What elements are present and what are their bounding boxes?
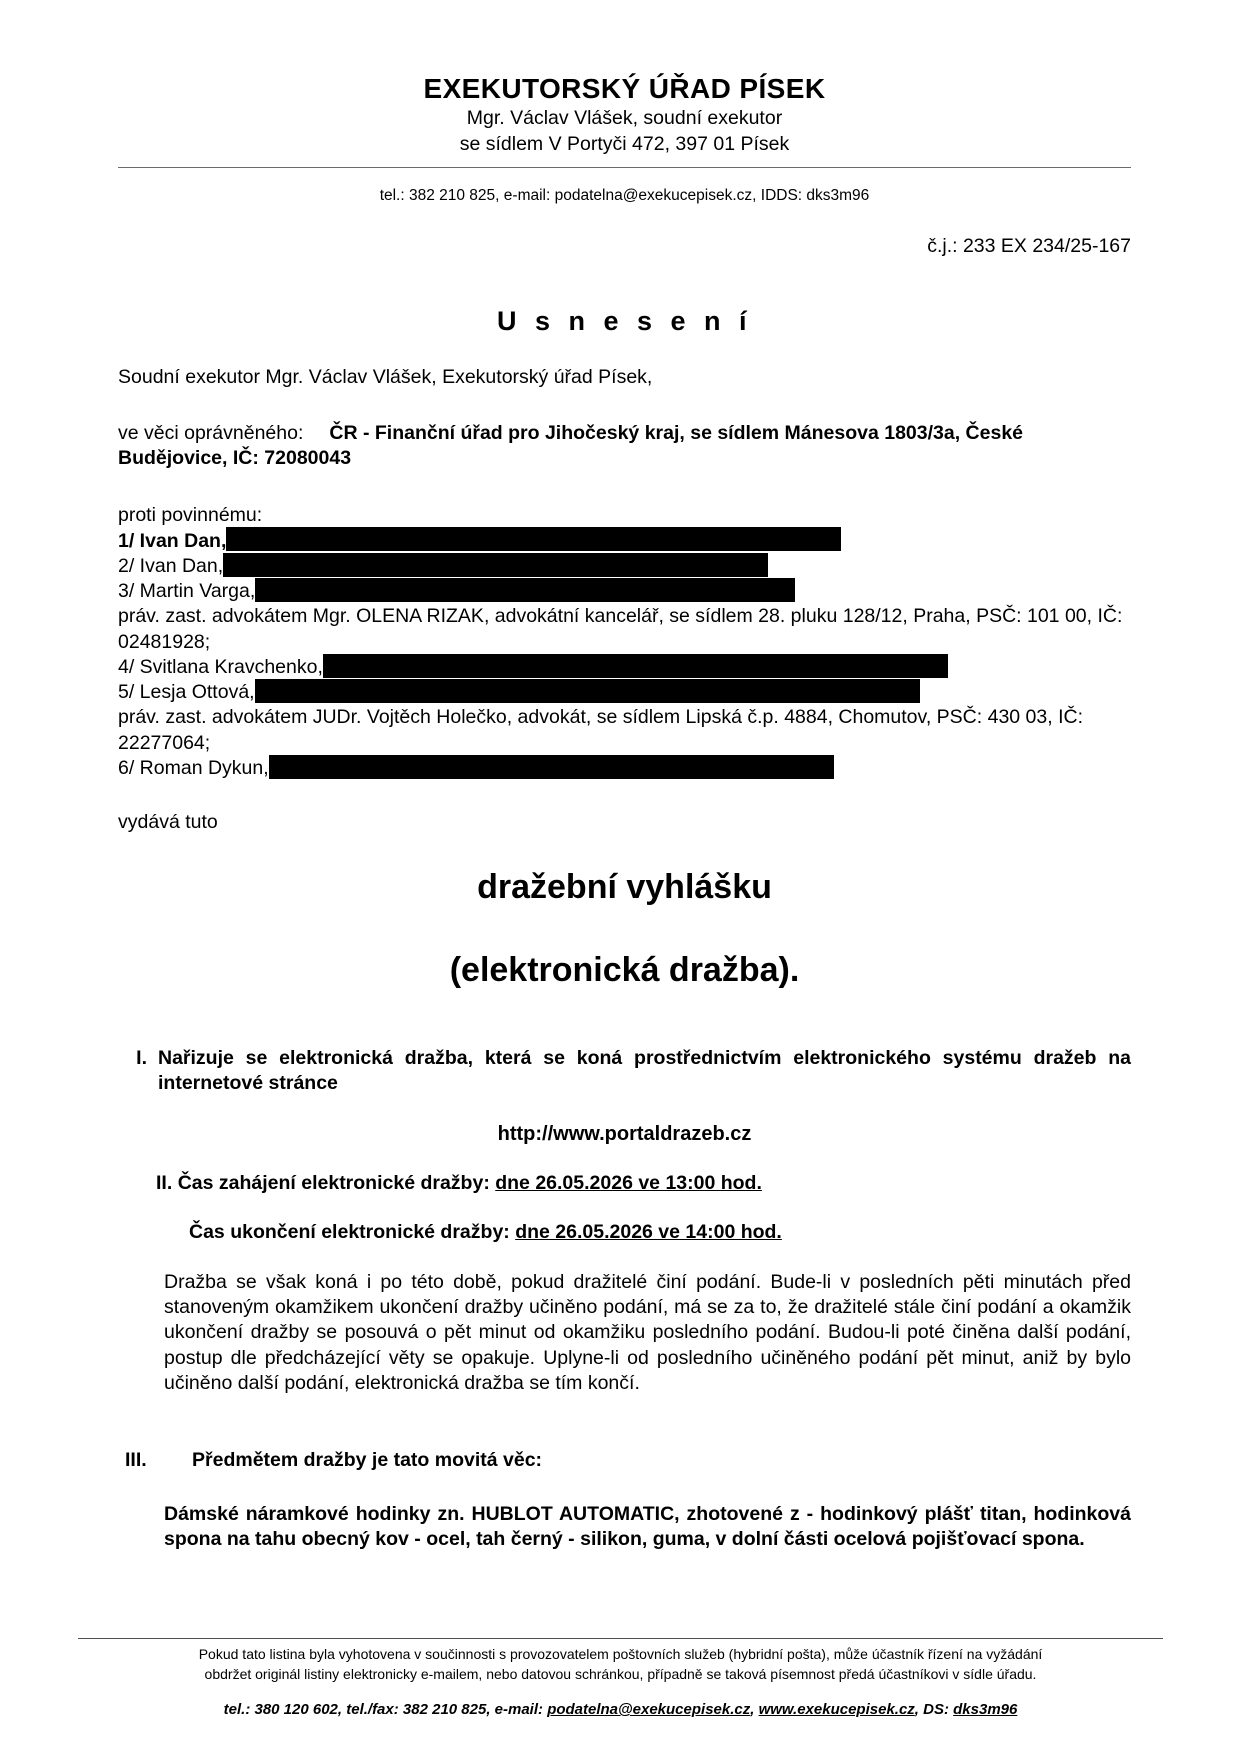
debtor-name: 5/ Lesja Ottová, bbox=[118, 681, 255, 704]
issues-line: vydává tuto bbox=[118, 811, 218, 834]
footer-ds-id: dks3m96 bbox=[953, 1701, 1018, 1718]
debtor-row bbox=[118, 554, 1131, 579]
footer-note-line-1: Pokud tato listina byla vyhotovena v součinnosti s provozovatelem poštovních služeb (hybridní pošta), může účastník řízení na vyžádání bbox=[198, 1646, 1043, 1663]
document-content bbox=[118, 0, 1131, 1553]
section-two-start bbox=[156, 1172, 1131, 1195]
footer-divider bbox=[78, 1638, 1163, 1639]
debtor-name: 6/ Roman Dykun, bbox=[118, 756, 269, 779]
debtor-name: 4/ Svitlana Kravchenko, bbox=[118, 655, 323, 678]
footer-contact bbox=[78, 1701, 1163, 1718]
debtor-name: 3/ Martin Varga, bbox=[118, 580, 256, 603]
claimant-label: ve věci oprávněného: bbox=[118, 421, 304, 444]
debtor-row bbox=[118, 756, 1131, 781]
claimant-block bbox=[118, 421, 1131, 472]
start-label: Čas zahájení elektronické dražby: bbox=[177, 1171, 490, 1194]
debtors-label: proti povinnému: bbox=[118, 504, 263, 527]
footer-email-link[interactable]: podatelna@exekucepisek.cz bbox=[547, 1701, 751, 1718]
section-two-number: II. bbox=[156, 1171, 173, 1194]
debtor-name: 1/ Ivan Dan, bbox=[118, 529, 227, 552]
redaction-bar bbox=[226, 527, 841, 551]
section-three bbox=[118, 1448, 1131, 1473]
header-divider bbox=[118, 167, 1131, 168]
auction-portal-url[interactable]: http://www.portaldrazeb.cz bbox=[497, 1122, 752, 1145]
section-three-heading: Předmětem dražby je tato movitá věc: bbox=[192, 1449, 543, 1472]
footer-ds-label: , DS: bbox=[914, 1701, 954, 1718]
debtor-name: 2/ Ivan Dan, bbox=[118, 554, 224, 577]
debtor-row bbox=[118, 579, 1131, 604]
claimant-name: ČR - Finanční úřad pro Jihočeský kraj, se sídlem Mánesova 1803/3a, České Budějovice, IČ: 72080043 bbox=[118, 421, 1024, 469]
redaction-bar bbox=[223, 553, 768, 577]
auction-subtitle: (elektronická dražba). bbox=[449, 951, 800, 990]
footer-phone: tel.: 380 120 602, tel./fax: 382 210 825, e-mail: bbox=[223, 1701, 548, 1718]
footer-note-line-2: obdržet originál listiny elektronicky e-mailem, nebo datovou schránkou, případně se taková písemnost předá účastníkovi v sídle úřadu. bbox=[204, 1665, 1037, 1682]
office-name: EXEKUTORSKÝ ÚŘAD PÍSEK bbox=[423, 73, 826, 104]
start-value: dne 26.05.2026 ve 13:00 hod. bbox=[495, 1171, 762, 1194]
case-number: č.j.: 233 EX 234/25-167 bbox=[927, 235, 1131, 258]
end-value: dne 26.05.2026 ve 14:00 hod. bbox=[515, 1220, 782, 1243]
section-three-number: III. bbox=[125, 1449, 147, 1472]
letterhead bbox=[118, 0, 1131, 157]
section-one-text: Nařizuje se elektronická dražba, která se koná prostřednictvím elektronického systému dražeb na internetové stránce bbox=[158, 1047, 1131, 1095]
debtors-block bbox=[118, 503, 1131, 781]
section-one bbox=[118, 1046, 1131, 1097]
page-title: U s n e s e n í bbox=[496, 306, 753, 337]
auction-item-description: Dámské náramkové hodinky zn. HUBLOT AUTOMATIC, zhotovené z - hodinkový plášť titan, hodinková spona na tahu obecný kov - ocel, tah černý - silikon, guma, v dolní části ocelová pojišťovací spona. bbox=[164, 1502, 1131, 1551]
auction-rules-paragraph: Dražba se však koná i po této době, pokud dražitelé činí podání. Bude-li v posledních pěti minutách před stanoveným okamžikem ukončení dražby učiněno podání, má se za to, že dražitelé stále činí podání a okamžik ukončení dražby se posouvá o pět minut od okamžiku posledního podání. Budou-li poté činěna další podání, postup dle předcházející věty se opakuje. Uplyne-li od posledního učiněného podání pět minut, aniž by bylo učiněno další podání, elektronická dražba se tím končí. bbox=[164, 1270, 1131, 1395]
executor-name: Mgr. Václav Vlášek, soudní exekutor bbox=[466, 107, 783, 130]
debtor-row bbox=[118, 529, 1131, 554]
auction-title: dražební vyhlášku bbox=[477, 868, 772, 907]
office-contact: tel.: 382 210 825, e-mail: podatelna@exekucepisek.cz, IDDS: dks3m96 bbox=[379, 187, 870, 205]
redaction-bar bbox=[255, 578, 795, 602]
redaction-bar bbox=[323, 654, 948, 678]
debtor-row bbox=[118, 680, 1131, 705]
section-one-number: I. bbox=[136, 1047, 147, 1070]
section-two-end bbox=[189, 1221, 1131, 1244]
page-footer bbox=[78, 1638, 1163, 1718]
intro-paragraph: Soudní exekutor Mgr. Václav Vlášek, Exekutorský úřad Písek, bbox=[118, 366, 653, 389]
footer-sep: , bbox=[750, 1701, 759, 1718]
end-label: Čas ukončení elektronické dražby: bbox=[189, 1220, 510, 1243]
footer-web-link[interactable]: www.exekucepisek.cz bbox=[758, 1701, 915, 1718]
attorney-line: práv. zast. advokátem Mgr. OLENA RIZAK, advokátní kancelář, se sídlem 28. pluku 128/12, Praha, PSČ: 101 00, IČ: 02481928; bbox=[118, 605, 1123, 653]
section-two bbox=[118, 1172, 1131, 1244]
redaction-bar bbox=[269, 755, 834, 779]
redaction-bar bbox=[255, 679, 920, 703]
attorney-line: práv. zast. advokátem JUDr. Vojtěch Holečko, advokát, se sídlem Lipská č.p. 4884, Chomutov, PSČ: 430 03, IČ: 22277064; bbox=[118, 706, 1083, 754]
debtor-row bbox=[118, 655, 1131, 680]
office-address: se sídlem V Portyči 472, 397 01 Písek bbox=[459, 133, 790, 156]
